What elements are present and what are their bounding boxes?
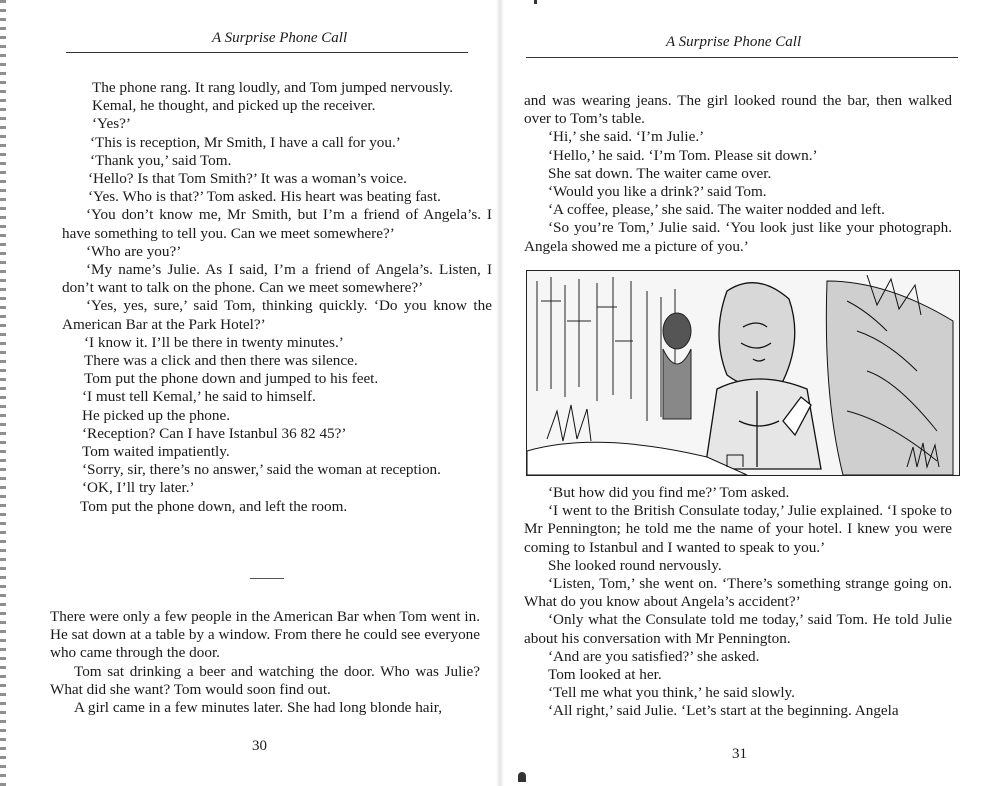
paragraph: and was wearing jeans. The girl looked round the bar, then walked over to Tom’s table. <box>524 92 952 128</box>
paragraph: ‘Sorry, sir, there’s no answer,’ said the woman at reception. <box>82 461 441 479</box>
illustration-drawing <box>527 271 959 475</box>
paragraph: There were only a few people in the American Bar when Tom went in. He sat down at a table by a window. From there he could see everyone who came through the door. <box>50 608 480 662</box>
paragraph: The phone rang. It rang loudly, and Tom jumped nervously. Kemal, he thought, and picked up the receiver. <box>92 79 454 115</box>
paragraph: ‘I went to the British Consulate today,’ Julie explained. ‘I spoke to Mr Pennington; he told me the name of your hotel. I knew you were coming to Istanbul and I wanted to speak to you.’ <box>524 502 952 556</box>
body-text-bottom <box>50 608 480 717</box>
paragraph: ‘I know it. I’ll be there in twenty minutes.’ <box>84 333 344 351</box>
paragraph: Tom looked at her. <box>548 666 662 684</box>
header-rule <box>526 57 958 58</box>
body-text-top <box>524 92 952 256</box>
paragraph: Tom put the phone down and jumped to his feet. <box>84 370 379 388</box>
paragraph: ‘OK, I’ll try later.’ <box>82 479 195 497</box>
paragraph: ‘You don’t know me, Mr Smith, but I’m a friend of Angela’s. I have something to tell you. Can we meet somewhere?’ <box>62 206 492 242</box>
paragraph: ‘Yes?’ <box>92 115 131 133</box>
paragraph: There was a click and then there was silence. <box>84 352 358 370</box>
header-rule <box>66 52 468 53</box>
paragraph: ‘Hello,’ he said. ‘I’m Tom. Please sit down.’ <box>548 146 818 164</box>
running-head: A Surprise Phone Call <box>666 34 802 50</box>
paragraph: ‘Thank you,’ said Tom. <box>90 151 232 169</box>
paragraph: ‘A coffee, please,’ she said. The waiter nodded and left. <box>548 201 885 219</box>
paragraph: ‘Reception? Can I have Istanbul 36 82 45?’ <box>82 424 347 442</box>
page-number: 30 <box>252 738 267 754</box>
paragraph: ‘Yes. Who is that?’ Tom asked. His heart was beating fast. <box>88 188 441 206</box>
paragraph: ‘My name’s Julie. As I said, I’m a friend of Angela’s. Listen, I don’t want to talk on the phone. Can we meet somewhere?’ <box>62 261 492 297</box>
paragraph: She sat down. The waiter came over. <box>548 164 772 182</box>
paragraph: ‘Who are you?’ <box>86 242 182 260</box>
body-text-bottom <box>524 484 952 721</box>
paragraph: ‘And are you satisfied?’ she asked. <box>548 647 760 665</box>
paragraph: ‘Only what the Consulate told me today,’ said Tom. He told Julie about his conversation with Mr Pennington. <box>524 611 952 647</box>
paragraph: ‘This is reception, Mr Smith, I have a call for you.’ <box>90 133 401 151</box>
page-number: 31 <box>732 746 747 762</box>
paragraph: Tom sat drinking a beer and watching the door. Who was Julie? What did she want? Tom would soon find out. <box>50 662 480 698</box>
running-head: A Surprise Phone Call <box>212 30 348 46</box>
paragraph: ‘Tell me what you think,’ he said slowly. <box>548 684 795 702</box>
paragraph: ‘Yes, yes, sure,’ said Tom, thinking quickly. ‘Do you know the American Bar at the Park Hotel?’ <box>62 297 492 333</box>
paragraph: ‘Hello? Is that Tom Smith?’ It was a woman’s voice. <box>88 170 407 188</box>
body-text-top <box>62 79 492 516</box>
paragraph: A girl came in a few minutes later. She had long blonde hair, <box>74 699 443 717</box>
paragraph: She looked round nervously. <box>548 556 722 574</box>
paragraph: ‘But how did you find me?’ Tom asked. <box>548 484 790 501</box>
paragraph: He picked up the phone. <box>82 406 231 424</box>
right-page <box>500 0 996 786</box>
print-speck <box>518 772 526 782</box>
paragraph: Tom put the phone down, and left the room. <box>80 497 348 515</box>
paragraph: ‘I must tell Kemal,’ he said to himself. <box>82 388 316 406</box>
paragraph: ‘All right,’ said Julie. ‘Let’s start at the beginning. Angela <box>548 702 899 720</box>
story-illustration <box>526 270 960 476</box>
paragraph: Tom waited impatiently. <box>82 443 230 461</box>
paragraph: ‘So you’re Tom,’ Julie said. ‘You look just like your photograph. Angela showed me a picture of you.’ <box>524 219 952 255</box>
paragraph: ‘Would you like a drink?’ said Tom. <box>548 183 767 201</box>
section-separator <box>250 578 284 579</box>
paragraph: ‘Listen, Tom,’ she went on. ‘There’s something strange going on. What do you know about Angela’s accident?’ <box>524 575 952 611</box>
paragraph: ‘Hi,’ she said. ‘I’m Julie.’ <box>548 128 705 146</box>
